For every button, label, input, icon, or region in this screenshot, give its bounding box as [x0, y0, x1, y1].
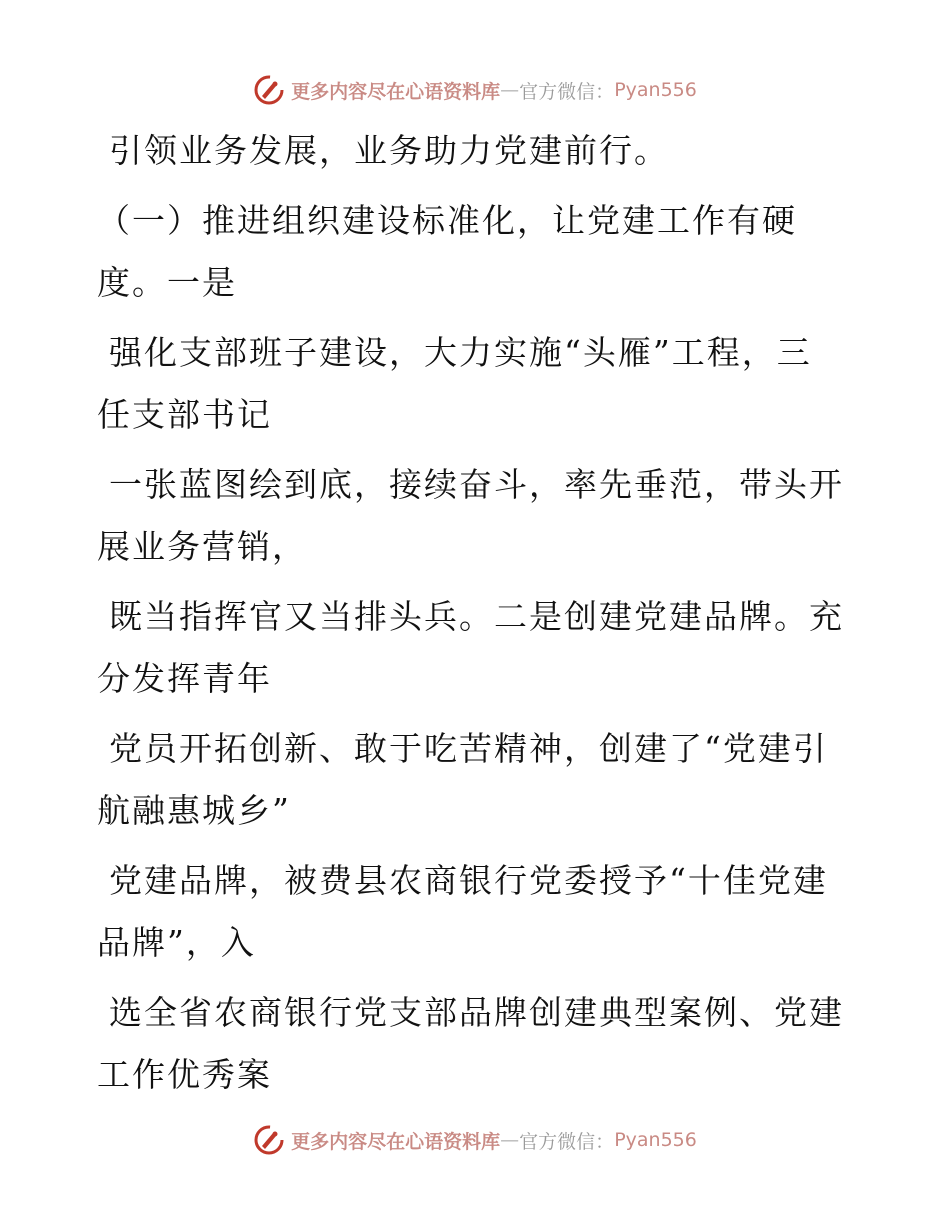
- paragraph-line: 品牌”，入: [97, 923, 256, 962]
- paragraph-line: 强化支部班子建设，大力实施“头雁”工程，三: [109, 333, 812, 372]
- paragraph-line: 引领业务发展，业务助力党建前行。: [109, 131, 669, 170]
- footer-watermark: [0, 1120, 950, 1160]
- paragraph-line: 党建品牌，被费县农商银行党委授予“十佳党建: [109, 861, 828, 900]
- paragraph-line: 工作优秀案: [97, 1055, 272, 1094]
- header-watermark: [0, 70, 950, 110]
- watermark-label: 官方微信：: [519, 1130, 615, 1153]
- paragraph: [97, 718, 837, 842]
- watermark-separator: —: [500, 1129, 520, 1151]
- paragraph: [97, 120, 837, 182]
- paragraph-line: （一）推进组织建设标准化，让党建工作有硬: [97, 201, 797, 240]
- paragraph-line: 航融惠城乡”: [97, 791, 291, 830]
- paragraph: [97, 850, 837, 974]
- watermark-wechat-id: Pyan556: [614, 1129, 697, 1151]
- watermark-brand-text: 更多内容尽在心语资料库: [291, 1130, 501, 1153]
- watermark-brand-text: 更多内容尽在心语资料库: [291, 80, 501, 103]
- paragraph-line: 度。一是: [97, 263, 237, 302]
- paragraph: [97, 322, 837, 446]
- paragraph-line: 展业务营销，: [97, 527, 307, 566]
- paragraph-line: 一张蓝图绘到底，接续奋斗，率先垂范，带头开: [109, 465, 844, 504]
- paragraph: [97, 454, 844, 578]
- paragraph: [97, 982, 844, 1106]
- brand-logo-icon: [253, 74, 285, 106]
- brand-logo-icon: [253, 1124, 285, 1156]
- paragraph: [97, 586, 844, 710]
- paragraph-line: 任支部书记: [97, 395, 272, 434]
- watermark-separator: —: [500, 79, 520, 101]
- paragraph: [97, 190, 837, 314]
- paragraph-line: 既当指挥官又当排头兵。二是创建党建品牌。充: [109, 597, 844, 636]
- document-body: [97, 120, 844, 1114]
- watermark-wechat-id: Pyan556: [614, 79, 697, 101]
- watermark-label: 官方微信：: [519, 80, 615, 103]
- paragraph-line: 选全省农商银行党支部品牌创建典型案例、党建: [109, 993, 844, 1032]
- paragraph-line: 党员开拓创新、敢于吃苦精神，创建了“党建引: [109, 729, 828, 768]
- paragraph-line: 分发挥青年: [97, 659, 272, 698]
